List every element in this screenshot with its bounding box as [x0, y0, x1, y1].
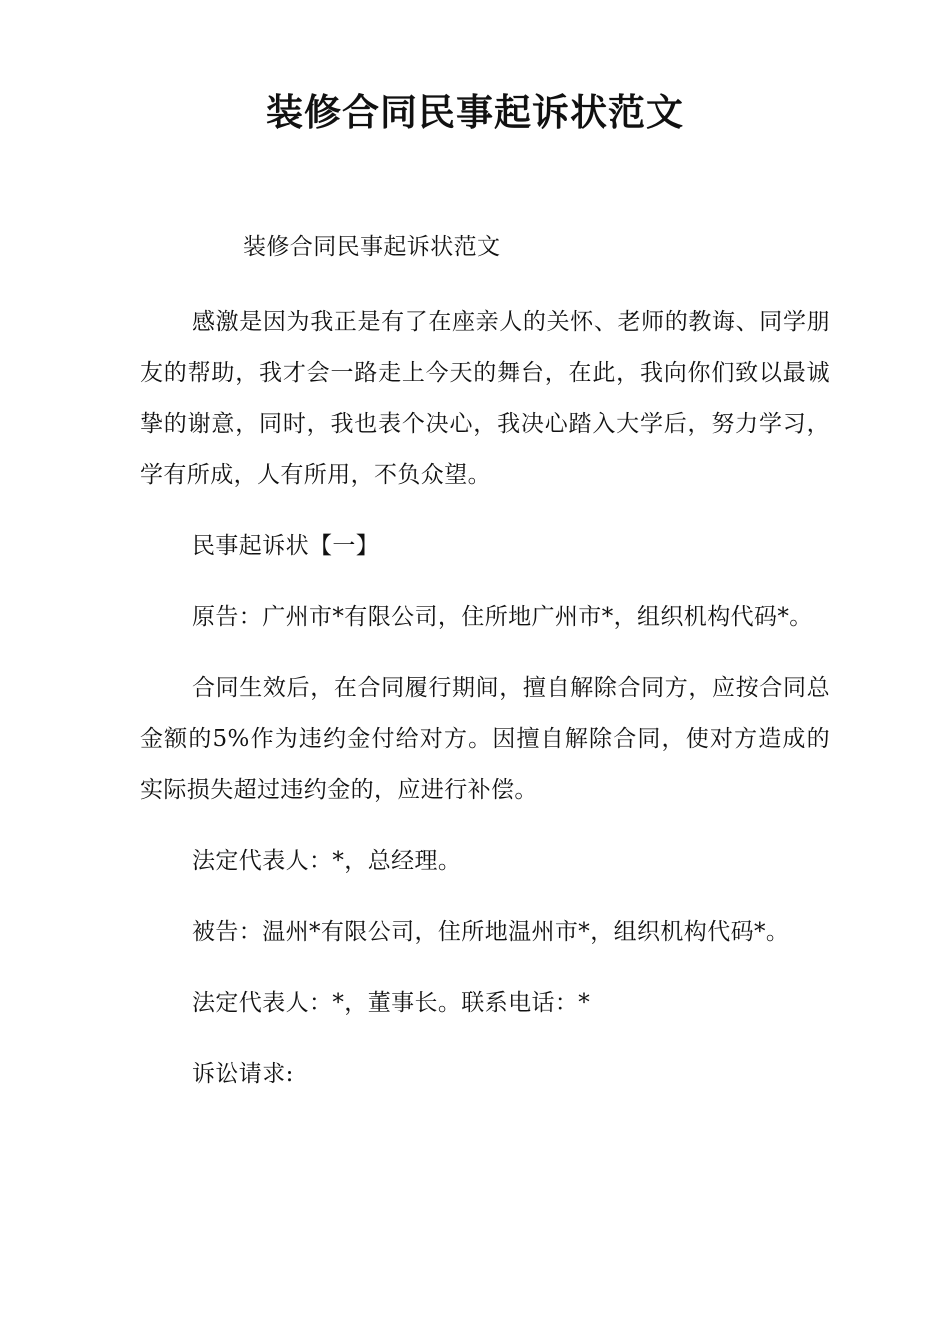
paragraph-gratitude: 感激是因为我正是有了在座亲人的关怀、老师的教诲、同学朋友的帮助，我才会一路走上今天的舞台，在此，我向你们致以最诚挚的谢意，同时，我也表个决心，我决心踏入大学后，努力学习，学有所成，人有所用，不负众望。 [140, 309, 830, 488]
section-heading-complaint-one: 民事起诉状【一】 [192, 533, 380, 559]
document-body [140, 222, 830, 1120]
document-subtitle: 装修合同民事起诉状范文 [243, 234, 501, 260]
paragraph-plaintiff-representative: 法定代表人：*，总经理。 [192, 848, 462, 874]
paragraph-claims-heading: 诉讼请求: [192, 1061, 294, 1087]
document-title: 装修合同民事起诉状范文 [266, 90, 684, 134]
paragraph-defendant-representative: 法定代表人：*，董事长。联系电话：* [192, 990, 591, 1016]
paragraph-plaintiff: 原告：广州市*有限公司，住所地广州市*，组织机构代码*。 [192, 604, 813, 630]
paragraph-defendant: 被告：温州*有限公司，住所地温州市*，组织机构代码*。 [192, 919, 790, 945]
paragraph-contract-terms: 合同生效后，在合同履行期间，擅自解除合同方，应按合同总金额的5%作为违约金付给对方。因擅自解除合同，使对方造成的实际损失超过违约金的，应进行补偿。 [140, 675, 830, 803]
